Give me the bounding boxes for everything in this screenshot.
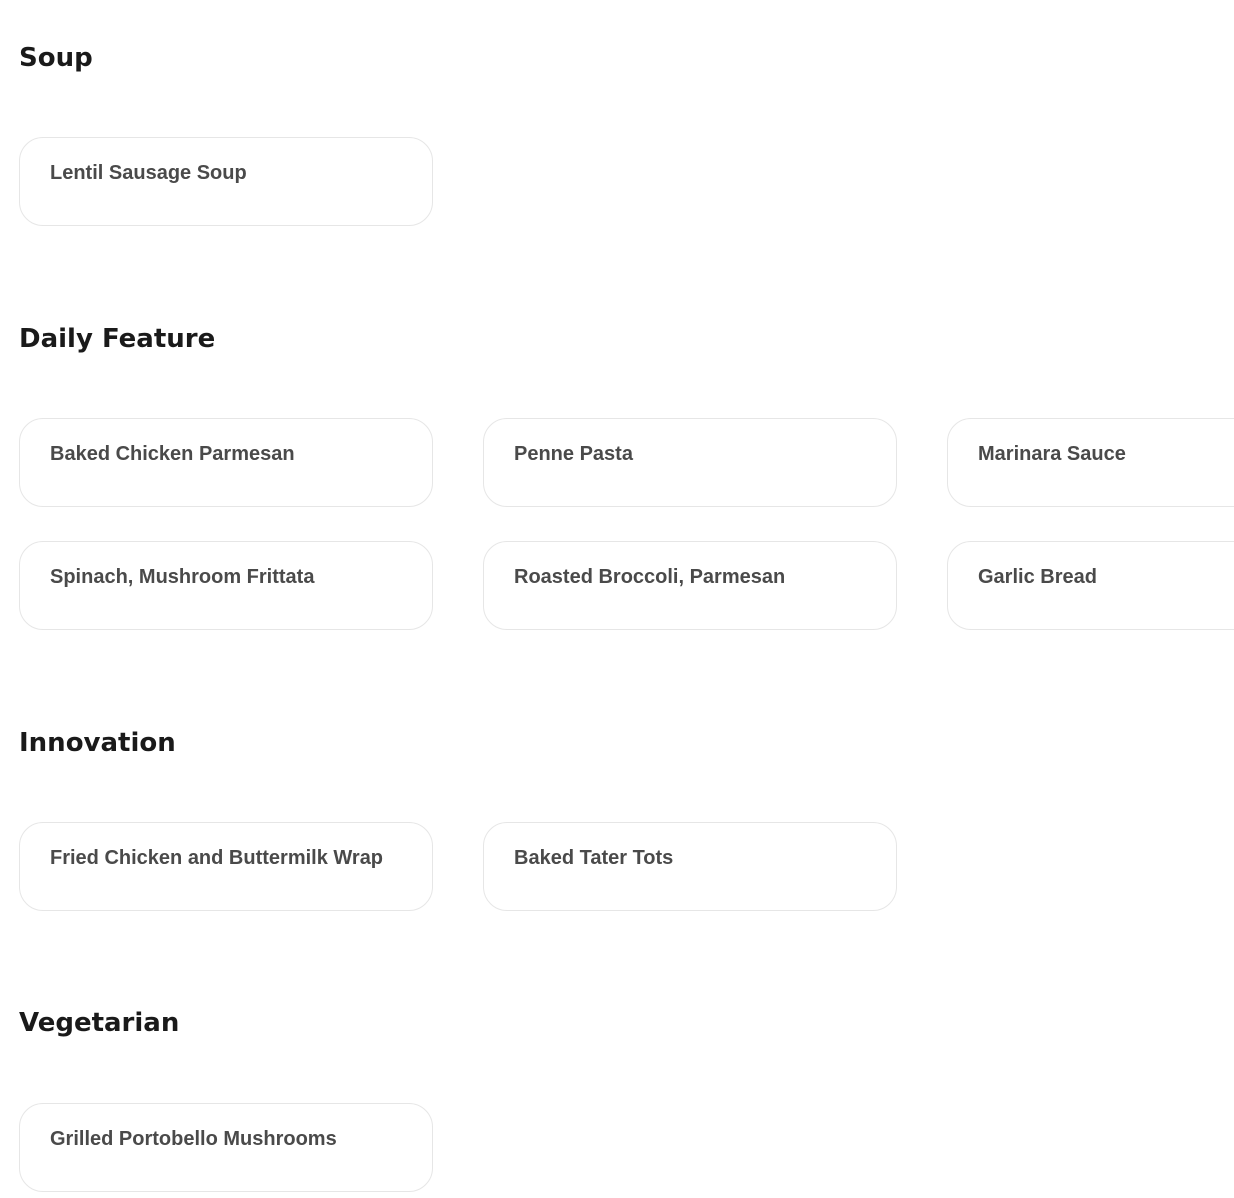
menu-item-label: Marinara Sauce: [978, 443, 1126, 465]
menu-item-card[interactable]: [19, 822, 433, 911]
menu-item-label: Lentil Sausage Soup: [50, 162, 247, 184]
menu-item-card[interactable]: [483, 418, 897, 507]
menu-item-card[interactable]: [19, 1103, 433, 1192]
menu-item-card[interactable]: [947, 541, 1234, 630]
menu-item-card[interactable]: [483, 541, 897, 630]
menu-item-card[interactable]: [19, 137, 433, 226]
menu-item-label: Spinach, Mushroom Frittata: [50, 566, 315, 588]
section-title: Vegetarian: [19, 1008, 180, 1038]
menu-item-label: Fried Chicken and Buttermilk Wrap: [50, 847, 384, 869]
section-title: Soup: [19, 43, 93, 73]
menu-item-label: Roasted Broccoli, Parmesan: [514, 566, 786, 588]
menu-item-card[interactable]: [483, 822, 897, 911]
menu-item-card[interactable]: [19, 541, 433, 630]
menu-item-label: Grilled Portobello Mushrooms: [50, 1128, 337, 1150]
section-title: Innovation: [19, 728, 176, 758]
section-title: Daily Feature: [19, 324, 216, 354]
menu-item-label: Garlic Bread: [978, 566, 1097, 588]
menu-item-label: Penne Pasta: [514, 443, 633, 465]
menu-item-label: Baked Tater Tots: [514, 847, 674, 869]
menu-item-label: Baked Chicken Parmesan: [50, 443, 295, 465]
menu-item-card[interactable]: [19, 418, 433, 507]
menu-item-card[interactable]: [947, 418, 1234, 507]
